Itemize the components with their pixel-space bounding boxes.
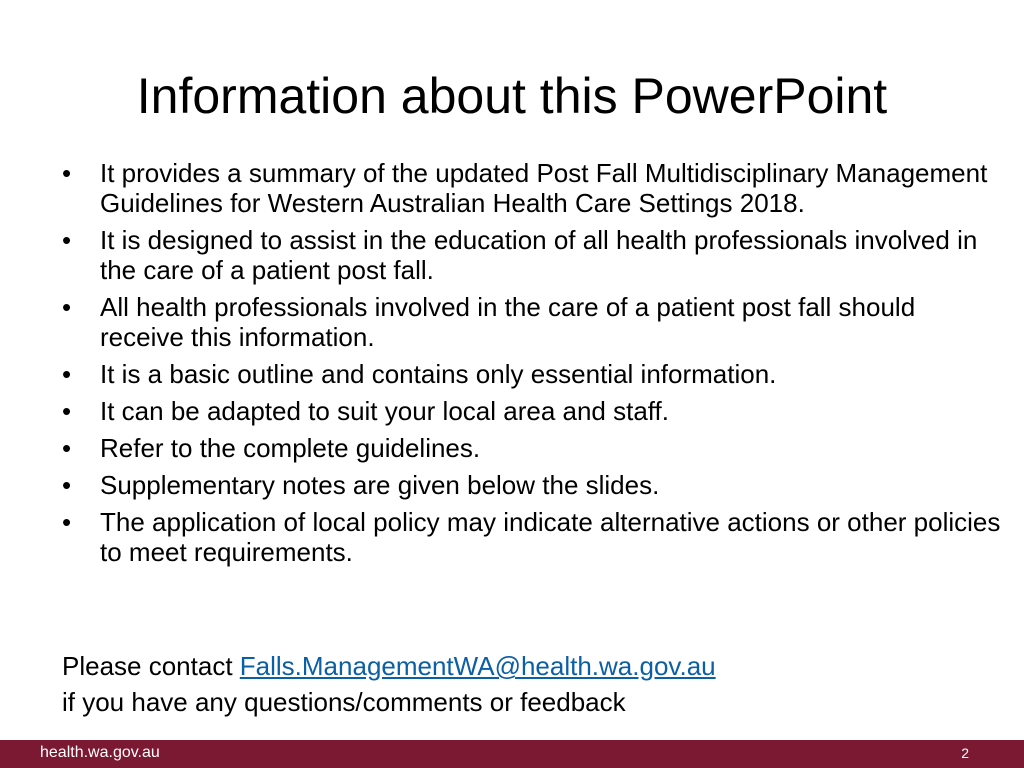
contact-prefix: Please contact	[62, 651, 240, 681]
contact-line	[62, 648, 716, 684]
footer-bar	[0, 740, 1024, 768]
bullet-item: • The application of local policy may indicate alternative actions or other policies to meet requirements.	[62, 507, 1002, 567]
bullet-list	[62, 158, 1002, 574]
email-link[interactable]: Falls.ManagementWA@health.wa.gov.au	[239, 651, 716, 681]
bullet-item: • Refer to the complete guidelines.	[62, 433, 1002, 463]
page-number: 2	[961, 745, 969, 761]
bullet-item: • Supplementary notes are given below the slides.	[62, 470, 1002, 500]
contact-block	[62, 648, 716, 720]
footer-url: health.wa.gov.au	[40, 744, 160, 761]
bullet-item: • It provides a summary of the updated Post Fall Multidisciplinary Management Guidelines for Western Australian Health Care Settings 2018.	[62, 158, 1002, 218]
bullet-item: • It can be adapted to suit your local area and staff.	[62, 396, 1002, 426]
bullet-item: • It is a basic outline and contains only essential information.	[62, 359, 1002, 389]
bullet-item: • All health professionals involved in the care of a patient post fall should receive this information.	[62, 292, 1002, 352]
slide-title: Information about this PowerPoint	[136, 68, 888, 124]
contact-suffix: if you have any questions/comments or feedback	[62, 687, 626, 717]
bullet-item: • It is designed to assist in the education of all health professionals involved in the care of a patient post fall.	[62, 225, 1002, 285]
